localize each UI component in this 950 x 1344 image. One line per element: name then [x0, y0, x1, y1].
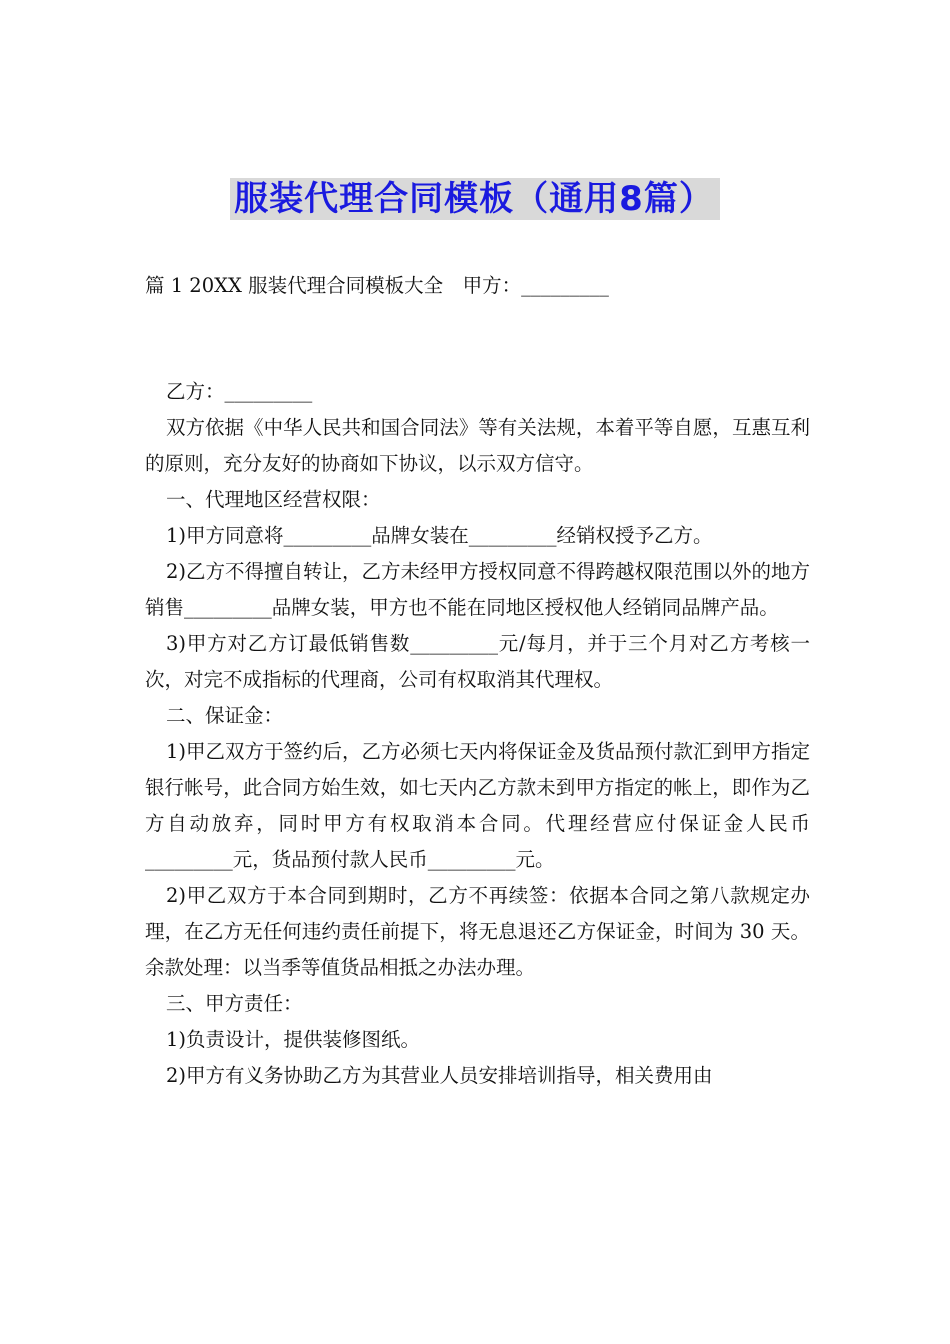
clause-3-item-1: 1)负责设计，提供装修图纸。 [166, 1028, 421, 1051]
document-title: 服装代理合同模板（通用8篇） [230, 178, 720, 220]
clause-heading-3: 三、甲方责任： [166, 992, 303, 1015]
section-heading-line: 篇 1 20XX 服装代理合同模板大全 甲方：_________ [145, 274, 609, 297]
party-b-line: 乙方：_________ [166, 380, 313, 403]
clause-3-item-2: 2)甲方有义务协助乙方为其营业人员安排培训指导，相关费用由 [166, 1064, 713, 1087]
document-body [145, 268, 810, 1094]
clause-2-item-2: 2)甲乙双方于本合同到期时，乙方不再续签：依据本合同之第八款规定办理，在乙方无任何违约责任前提下，将无息退还乙方保证金，时间为 30 天。余款处理：以当季等值货品相抵之办法办理。 [145, 884, 810, 979]
title-container [0, 178, 950, 220]
clause-1-item-1: 1)甲方同意将_________品牌女装在_________经销权授予乙方。 [166, 524, 713, 547]
clause-1-item-3: 3)甲方对乙方订最低销售数_________元/每月，并于三个月对乙方考核一次，对完不成指标的代理商，公司有权取消其代理权。 [145, 632, 810, 691]
paragraph-preamble: 双方依据《中华人民共和国合同法》等有关法规，本着平等自愿，互惠互利的原则，充分友好的协商如下协议，以示双方信守。 [145, 416, 810, 475]
clause-1-item-2: 2)乙方不得擅自转让，乙方未经甲方授权同意不得跨越权限范围以外的地方销售_________品牌女装，甲方也不能在同地区授权他人经销同品牌产品。 [145, 560, 811, 619]
clause-2-item-1: 1)甲乙双方于签约后，乙方必须七天内将保证金及货品预付款汇到甲方指定银行帐号，此合同方始生效，如七天内乙方款未到甲方指定的帐上，即作为乙方自动放弃，同时甲方有权取消本合同。代理经营应付保证金人民币_________元，货品预付款人民币_________元。 [145, 740, 811, 871]
clause-heading-2: 二、保证金： [166, 704, 284, 727]
clause-heading-1: 一、代理地区经营权限： [166, 488, 381, 511]
